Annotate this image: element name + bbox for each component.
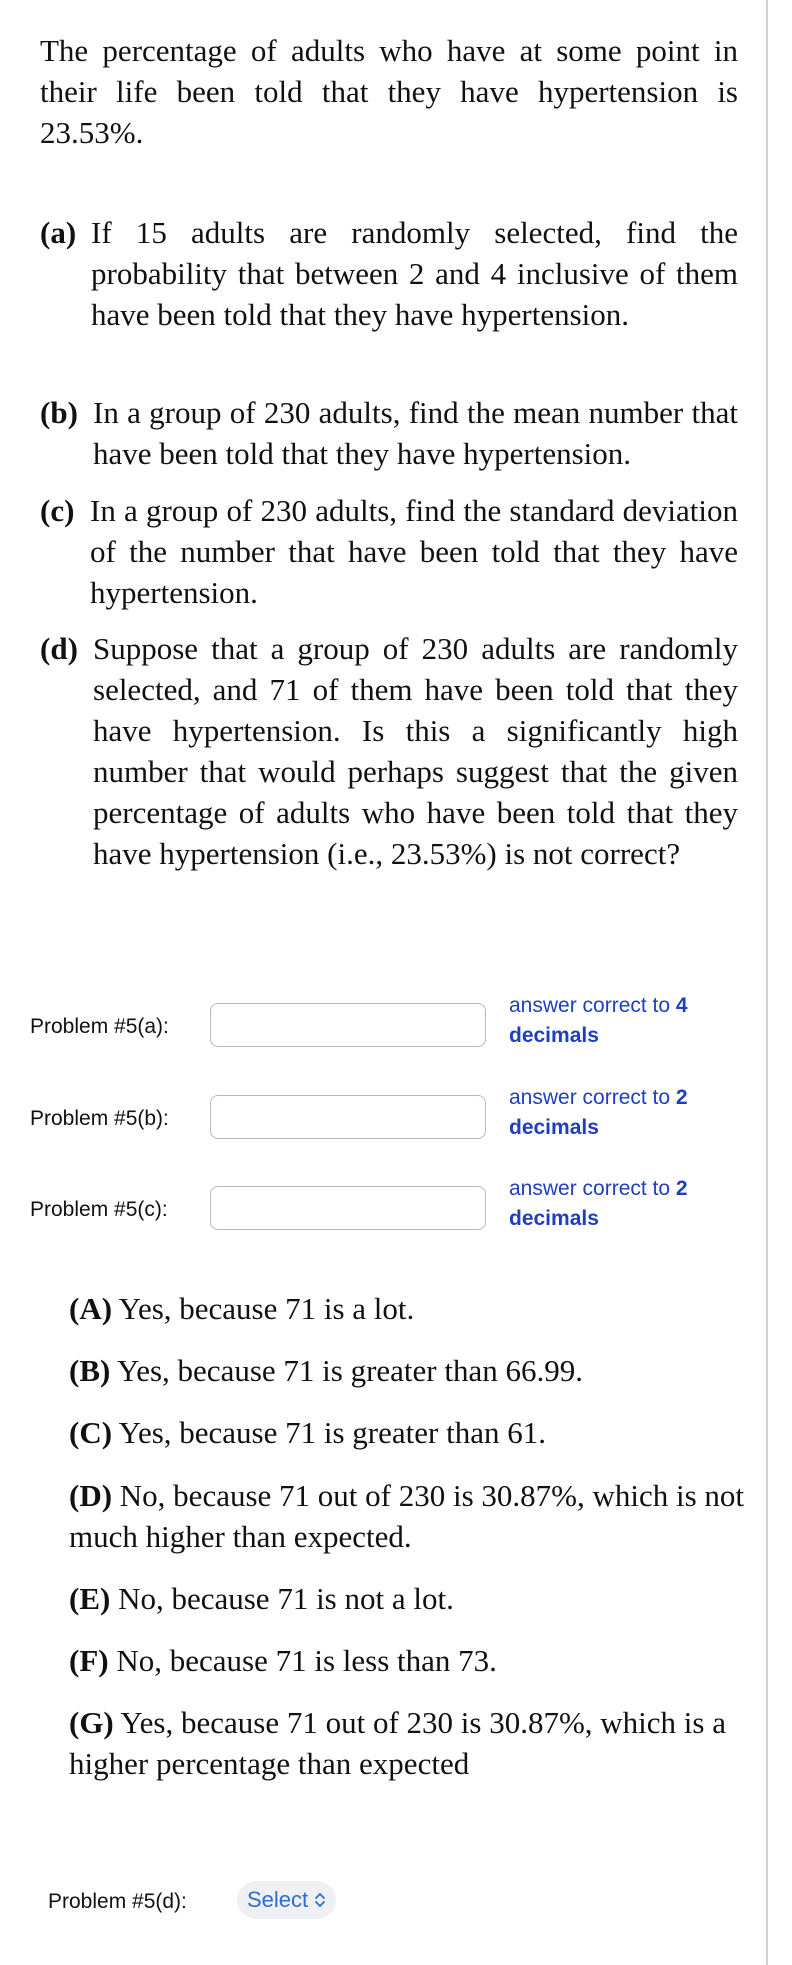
question-b-label: (b) <box>40 395 78 430</box>
answer-a-label: Problem #5(a): <box>30 1015 169 1038</box>
answer-c-precision-hint <box>509 1174 688 1234</box>
answer-c-input[interactable] <box>210 1186 486 1230</box>
option-b <box>69 1350 753 1391</box>
option-f-label: (F) <box>69 1643 109 1678</box>
answer-d-select[interactable] <box>237 1881 336 1919</box>
option-f <box>69 1640 753 1681</box>
option-g-text: Yes, because 71 out of 230 is 30.87%, which is a higher percentage than expected <box>69 1705 726 1781</box>
option-g <box>69 1702 753 1784</box>
question-a <box>40 212 738 335</box>
option-e-text: No, because 71 is not a lot. <box>118 1581 454 1616</box>
hint-b-suffix: decimals <box>509 1116 599 1139</box>
page-right-border <box>766 0 768 1965</box>
answer-row-d <box>0 1878 766 1928</box>
option-f-text: No, because 71 is less than 73. <box>116 1643 497 1678</box>
select-value: Select <box>247 1887 309 1912</box>
option-c-text: Yes, because 71 is greater than 61. <box>118 1415 546 1450</box>
question-d <box>40 628 738 874</box>
option-d-label: (D) <box>69 1478 113 1513</box>
option-a-label: (A) <box>69 1291 113 1326</box>
option-b-label: (B) <box>69 1353 111 1388</box>
question-d-text: Suppose that a group of 230 adults are randomly selected, and 71 of them have been told that they have hypertension. Is this a significantly high number that would perhaps suggest that the given percentage of adults who have been told that they have hypertension (i.e., 23.53%) is not correct? <box>93 631 738 871</box>
hint-a-digits: 4 <box>675 994 688 1017</box>
option-c-label: (C) <box>69 1415 113 1450</box>
answer-b-precision-hint <box>509 1083 688 1143</box>
question-c-text: In a group of 230 adults, find the standard deviation of the number that have been told that they have hypertension. <box>90 493 738 610</box>
answer-b-label: Problem #5(b): <box>30 1107 169 1130</box>
answer-row-c <box>0 1178 766 1248</box>
answer-d-label: Problem #5(d): <box>48 1890 187 1913</box>
option-e-label: (E) <box>69 1581 111 1616</box>
hint-c-prefix: answer correct to <box>509 1177 671 1200</box>
question-c-label: (c) <box>40 493 75 528</box>
question-b-text: In a group of 230 adults, find the mean number that have been told that they have hypertension. <box>93 395 738 471</box>
option-a-text: Yes, because 71 is a lot. <box>118 1291 415 1326</box>
hint-b-digits: 2 <box>675 1086 688 1109</box>
answer-a-input[interactable] <box>210 1003 486 1047</box>
problem-intro: The percentage of adults who have at some point in their life been told that they have hypertension is 23.53%. <box>40 33 738 150</box>
option-d <box>69 1475 753 1557</box>
option-g-label: (G) <box>69 1705 114 1740</box>
question-d-label: (d) <box>40 631 78 666</box>
option-c <box>69 1412 753 1453</box>
hint-c-suffix: decimals <box>509 1207 599 1230</box>
hint-a-suffix: decimals <box>509 1024 599 1047</box>
question-a-label: (a) <box>40 215 77 250</box>
question-a-text: If 15 adults are randomly selected, find the probability that between 2 and 4 inclusive of them have been told that they have hypertension. <box>91 215 738 332</box>
answer-c-label: Problem #5(c): <box>30 1198 168 1221</box>
question-c <box>40 490 738 613</box>
option-e <box>69 1578 753 1619</box>
answer-a-precision-hint <box>509 991 688 1051</box>
answer-row-b <box>0 1087 766 1157</box>
answer-row-a <box>0 995 766 1065</box>
option-d-text: No, because 71 out of 230 is 30.87%, which is not much higher than expected. <box>69 1478 745 1554</box>
hint-a-prefix: answer correct to <box>509 994 671 1017</box>
answer-b-input[interactable] <box>210 1095 486 1139</box>
hint-b-prefix: answer correct to <box>509 1086 671 1109</box>
option-a <box>69 1288 753 1329</box>
chevron-up-down-icon <box>314 1891 326 1909</box>
hint-c-digits: 2 <box>675 1177 688 1200</box>
option-b-text: Yes, because 71 is greater than 66.99. <box>116 1353 583 1388</box>
question-b <box>40 392 738 474</box>
